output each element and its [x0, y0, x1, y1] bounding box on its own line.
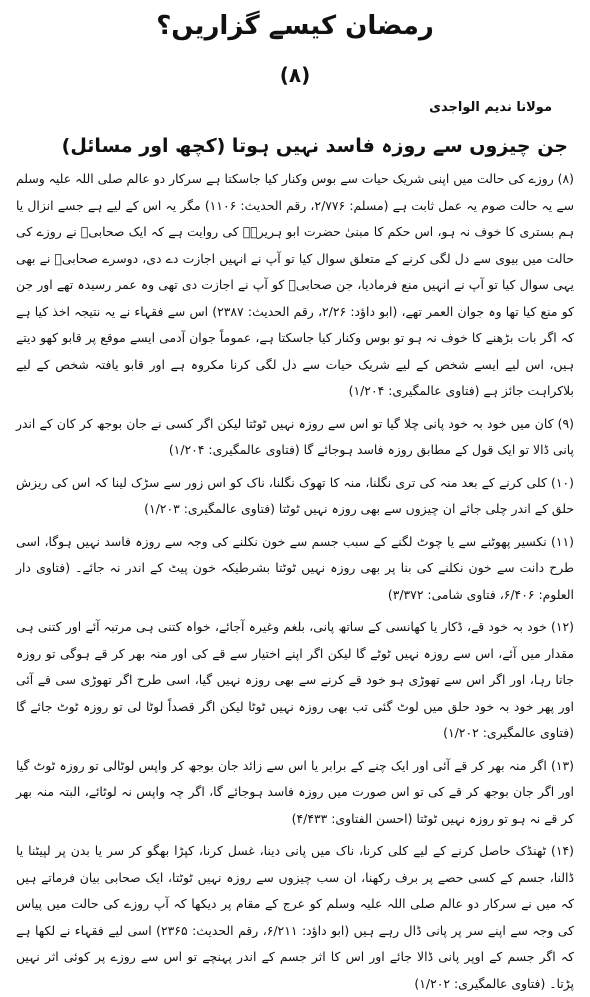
paragraph-12: (۱۲) خود بہ خود قے، ڈکار یا کھانسی کے ساتھ پانی، بلغم وغیرہ آجائے، خواہ کتنی ہی مرتبہ آئے اور کتنی ہی مقدار میں آئے، اس سے روزہ نہیں ٹوٹے گا لیکن اگر اپنے اختیار سے قے کی اور منہ بھر کر قے ہوگی تو روزہ جاتا رہا، اور اگر اس سے تھوڑی ہو خود قے کرنے سے بھی روزہ نہیں گیا، اسی طرح اگر تھوڑی سی قے آئی اور پھر خود بہ خود حلق میں لوٹ گئی تب بھی روزہ نہیں ٹوٹا لیکن اگر قصداً لوٹا لی تو روزہ ٹوٹ جائے گا (فتاوی عالمگیری: ۱/۲۰۲): [16, 619, 574, 740]
paragraph-14: (۱۴) ٹھنڈک حاصل کرنے کے لیے کلی کرنا، ناک میں پانی دینا، غسل کرنا، کپڑا بھگو کر سر یا بدن پر لپیٹنا یا ڈالنا، جسم کے کسی حصے پر برف رکھنا، ان سب چیزوں سے روزہ نہیں ٹوٹتا، ایک صحابی بیان فرماتے ہیں کہ میں نے سرکار دو عالم صلی اللہ علیہ وسلم کو عرج کے مقام پر دیکھا کہ آپ روزے کی حالت میں پیاس کی وجہ سے اپنے سر پر پانی ڈال رہے ہیں (ابو داؤد: ۶/۲۱۱، رقم الحدیث: ۲۳۶۵) اسی لیے فقہاء نے لکھا ہے کہ اگر جسم کے اوپر پانی ڈالا جائے اور اس کا اثر جسم کے اندر پہنچے تو اس سے روزے پر کوئی اثر نہیں پڑتا۔ (فتاوی عالمگیری: ۱/۲۰۲): [16, 843, 574, 991]
paragraph-8: (۸) روزے کی حالت میں اپنی شریک حیات سے بوس وکنار کیا جاسکتا ہے سرکار دو عالم صلی اللہ علیہ وسلم سے یہ حالت صوم یہ عمل ثابت ہے (مسلم: ۲/۷۷۶، رقم الحدیث: ۱۱۰۶) مگر یہ اس کے لیے ہے جسے انزال یا ہم بستری کا خوف نہ ہو، اس حکم کا مبنیٰ حضرت ابو ہریرہؓ کی روایت ہے کہ ایک صحابیؓ نے روزے کی حالت میں بیوی سے دل لگی کرنے کے متعلق سوال کیا تو آپ نے انہیں اجازت دے دی، دوسرے صحابیؓ نے بھی یہی سوال کیا تو آپ نے انہیں منع فرمادیا، جن صحابیؓ کو آپ نے اجازت دی تھی وہ عمر رسیدہ تھے اور جن کو منع کیا تھا وہ جوان العمر تھے، (ابو داؤد: ۲/۲۶، رقم الحدیث: ۲۳۸۷) اس سے فقہاء نے یہ نتیجہ اخذ کیا ہے کہ اگر بات بڑھنے کا خوف نہ ہو تو بوس وکنار کیا جاسکتا ہے، عموماً جوان آدمی ایسے موقع پر قابو کھو دیتے ہیں، اس لیے ایسے شخص کے لیے شریک حیات سے دل لگی کرنا مکروہ ہے اور قابو یافتہ شخص کے لیے بلاکراہت جائز ہے (فتاوی عالمگیری: ۱/۲۰۴): [16, 171, 575, 398]
paragraph-9: (۹) کان میں خود بہ خود پانی چلا گیا تو اس سے روزہ نہیں ٹوٹتا لیکن اگر کسی نے جان بوجھ کر کان کے اندر پانی ڈالا تو ایک قول کے مطابق روزہ فاسد ہوجائے گا (فتاوی عالمگیری: ۱/۲۰۴): [16, 415, 574, 457]
section-heading: جن چیزوں سے روزہ فاسد نہیں ہوتا (کچھ اور مسائل): [61, 135, 568, 157]
part-number: (۸): [279, 63, 311, 87]
page-title: رمضان کیسے گزاریں؟: [156, 11, 434, 41]
paragraph-10: (۱۰) کلی کرنے کے بعد منہ کی تری نگلنا، منہ کا تھوک نگلنا، ناک کو اس زور سے سڑک لینا کہ اس کی ریزش حلق کے اندر چلی جائے ان چیزوں سے بھی روزہ نہیں ٹوٹتا (فتاوی عالمگیری: ۱/۲۰۳): [16, 474, 574, 516]
paragraph-11: (۱۱) نکسیر پھوٹنے سے یا چوٹ لگنے کے سبب جسم سے خون نکلنے کی وجہ سے روزہ فاسد نہیں ہوگا، اسی طرح دانت سے خون نکلنے کی بنا پر بھی روزہ نہیں ٹوٹتا بشرطیکہ خون پیٹ کے اندر نہ جائے۔ (فتاوی دار العلوم: ۶/۴۰۶، فتاوی شامی: ۳/۳۷۲): [16, 533, 574, 602]
author-name: مولانا ندیم الواجدی: [429, 100, 552, 115]
paragraph-13: (۱۳) اگر منہ بھر کر قے آئی اور ایک چنے کے برابر یا اس سے زائد جان بوجھ کر واپس لوٹالی تو روزہ ٹوٹ گیا اور اگر جان بوجھ کر قے کی تو اس صورت میں روزہ فاسد ہوجائے گا، اگر چہ واپس نہ لوٹائے، البتہ منہ بھر کر قے نہ ہو تو روزہ نہیں ٹوٹتا (احسن الفتاوی: ۴/۴۳۳): [16, 757, 574, 826]
